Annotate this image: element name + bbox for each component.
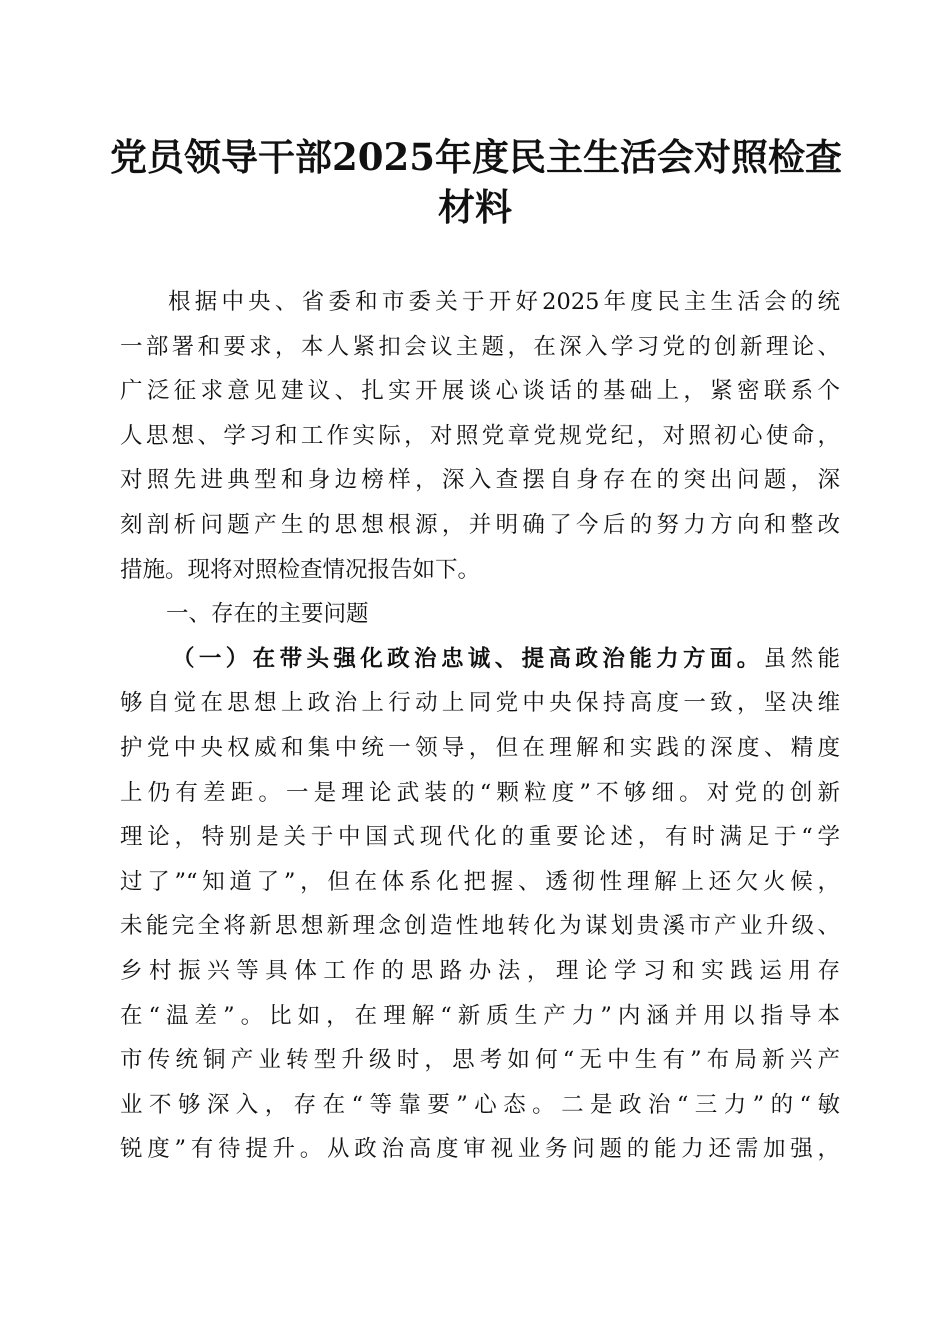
- subsection-first-line: [120, 637, 840, 682]
- intro-line: 刻剖析问题产生的思想根源，并明确了今后的努力方向和整改: [120, 511, 840, 538]
- body-line: 乡村振兴等具体工作的思路办法，理论学习和实践运用存: [120, 957, 840, 984]
- intro-line: 一部署和要求，本人紧扣会议主题，在深入学习党的创新理论、: [120, 333, 840, 360]
- intro-line: 广泛征求意见建议、扎实开展谈心谈话的基础上，紧密联系个: [120, 378, 840, 405]
- body-line: 护党中央权威和集中统一领导，但在理解和实践的深度、精度: [120, 734, 840, 761]
- subsection-heading: （一）在带头强化政治忠诚、提高政治能力方面。: [172, 645, 764, 672]
- body-line: 上仍有差距。一是理论武装的“颗粒度”不够细。对党的创新: [120, 779, 840, 806]
- intro-line: 根据中央、省委和市委关于开好2025年度民主生活会的统: [168, 289, 840, 315]
- body-line: 在“温差”。比如，在理解“新质生产力”内涵并用以指导本: [120, 1002, 840, 1029]
- intro-line: 人思想、学习和工作实际，对照党章党规党纪，对照初心使命，: [120, 422, 840, 449]
- section-heading: 一、存在的主要问题: [166, 601, 369, 628]
- intro-line: 措施。现将对照检查情况报告如下。: [120, 556, 481, 583]
- body-line: 理论，特别是关于中国式现代化的重要论述，有时满足于“学: [120, 824, 840, 851]
- body-line: 市传统铜产业转型升级时，思考如何“无中生有”布局新兴产: [120, 1047, 840, 1074]
- title-line-2: 材料: [438, 185, 512, 229]
- body-line: 未能完全将新思想新理念创造性地转化为谋划贵溪市产业升级、: [120, 913, 840, 940]
- subsection-first-rest: 虽然能: [763, 645, 840, 672]
- body-line: 业不够深入，存在“等靠要”心态。二是政治“三力”的“敏: [120, 1091, 840, 1118]
- document-title: [110, 132, 840, 232]
- body-line: 够自觉在思想上政治上行动上同党中央保持高度一致，坚决维: [120, 690, 840, 717]
- body-line: 过了”“知道了”，但在体系化把握、透彻性理解上还欠火候，: [120, 868, 840, 895]
- document-body: [120, 280, 840, 1172]
- intro-line: 对照先进典型和身边榜样，深入查摆自身存在的突出问题，深: [120, 467, 840, 494]
- body-line: 锐度”有待提升。从政治高度审视业务问题的能力还需加强，: [120, 1136, 840, 1163]
- title-line-1: 党员领导干部2025年度民主生活会对照检查: [110, 135, 842, 179]
